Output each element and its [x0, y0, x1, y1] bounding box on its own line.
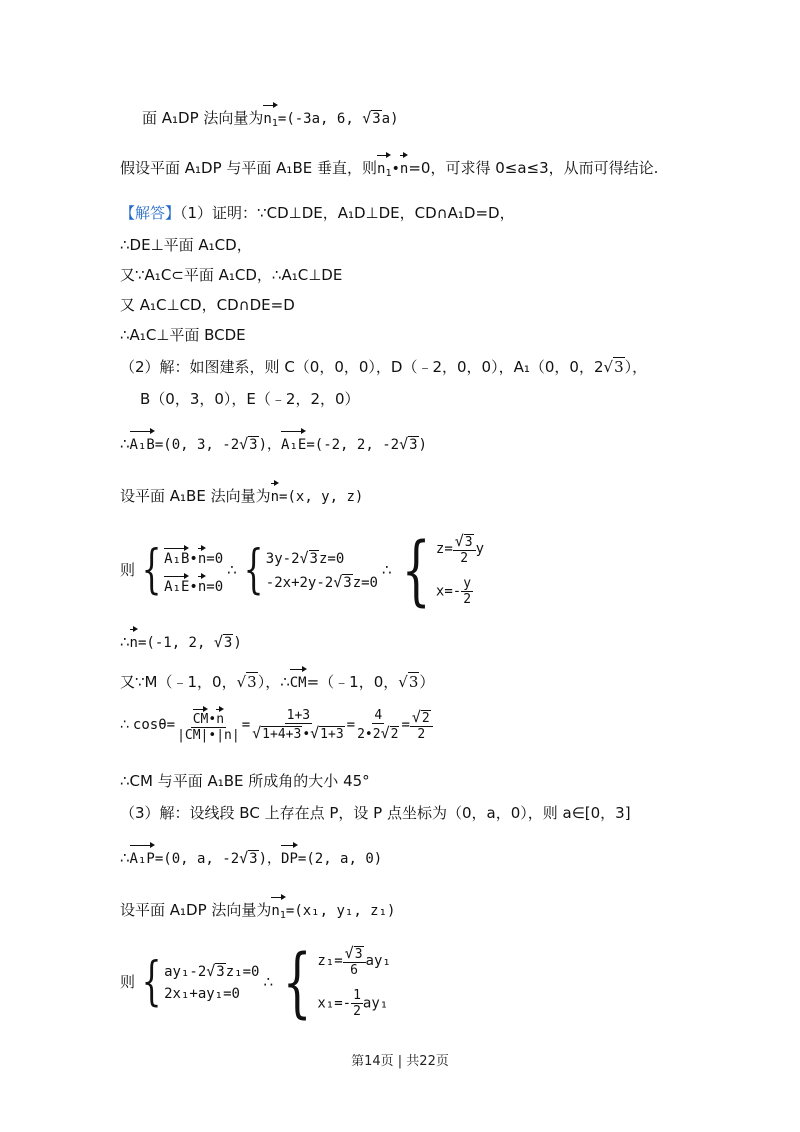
vector-n	[216, 706, 224, 727]
vector-a1b	[130, 428, 155, 456]
text-segment: =(0, a, -2	[154, 851, 240, 867]
fraction	[453, 532, 476, 566]
vector-n1	[377, 152, 391, 185]
text-segment: )	[418, 437, 427, 453]
sqrt: √3	[362, 109, 381, 127]
sqrt-arg: 3	[249, 851, 258, 867]
text-segment: =（﹣1，0，	[306, 673, 399, 691]
text-line-7: ∴A₁C⊥平面 BCDE	[120, 326, 246, 344]
text-segment: z=0	[352, 574, 378, 591]
equation-system-2	[120, 936, 391, 1026]
text-line-13	[120, 666, 434, 694]
text-line-12	[120, 626, 242, 654]
vector-label: A₁P	[129, 851, 155, 867]
vector-n	[130, 626, 138, 654]
vector-label: DP	[281, 851, 298, 867]
vector-label: CM	[289, 675, 307, 691]
vector-a1e	[164, 573, 189, 595]
vector-n1	[263, 102, 277, 135]
vector-label: A₁B	[129, 437, 155, 453]
left-brace: {	[401, 524, 431, 614]
sqrt: √3	[344, 944, 363, 962]
denominator: |CM|•|n|	[177, 728, 240, 743]
sqrt-arg: 3	[464, 535, 473, 550]
system-row	[164, 545, 223, 567]
text-segment: 设平面 A₁BE 法向量为	[120, 487, 271, 505]
sqrt-arg: 3	[247, 673, 257, 691]
sqrt-arg: 3	[354, 947, 363, 962]
sqrt-arg: 2	[421, 710, 430, 726]
vector-label: n	[129, 635, 138, 651]
vector-n1	[271, 894, 285, 927]
fraction	[410, 708, 433, 742]
text-line-4: ∴DE⊥平面 A₁CD，	[120, 236, 252, 254]
numerator: 4	[374, 707, 383, 723]
text-line-2	[120, 152, 658, 185]
text-segment: （2）解：如图建系，则 C（0，0，0），D（﹣2，0，0），A₁（0，0，2	[120, 358, 604, 376]
denominator	[250, 724, 347, 742]
text-segment: )	[233, 635, 242, 651]
sqrt-arg: 1+4+3	[262, 726, 302, 742]
text-segment: ay₁	[362, 995, 389, 1012]
sqrt: √2	[380, 723, 399, 742]
sqrt: √3	[206, 961, 225, 980]
cosine-equation	[120, 706, 433, 743]
text-segment: 设平面 A₁DP 法向量为	[120, 901, 272, 919]
text-segment: 假设平面 A₁DP 与平面 A₁BE 垂直，则	[120, 159, 377, 177]
denominator: 2	[353, 1004, 361, 1019]
sqrt-arg: 3	[309, 550, 318, 567]
text-segment: =0	[206, 578, 224, 595]
vector-label: n	[399, 161, 409, 177]
denominator: 2	[417, 726, 426, 742]
therefore-symbol: ∴	[120, 716, 129, 733]
sqrt-arg: 3	[372, 111, 381, 127]
text-segment: )，	[258, 851, 282, 867]
sqrt: √3	[299, 548, 318, 567]
text-segment: cosθ=	[132, 716, 176, 733]
vector-label: CM	[192, 712, 209, 727]
dot-operator: •	[391, 161, 400, 177]
numerator: 1	[353, 988, 361, 1003]
denominator: 2	[463, 592, 472, 607]
vector-label: n	[377, 161, 386, 177]
vector-n	[198, 545, 206, 567]
text-segment: x=-	[435, 583, 462, 600]
vector-label: A₁B	[164, 550, 190, 567]
vector-cm	[290, 666, 307, 694]
vector-label: n	[271, 903, 280, 919]
dot-operator: •	[189, 550, 198, 567]
equation-system-1	[120, 524, 485, 614]
sqrt: √3	[236, 673, 257, 691]
text-segment: -2x+2y-2	[265, 574, 334, 591]
sqrt-arg: 3	[249, 437, 258, 453]
text-segment: ），	[624, 358, 648, 376]
subscript: 1	[271, 118, 278, 129]
sqrt: √3	[398, 673, 419, 691]
system-rows	[266, 549, 378, 591]
system-row	[436, 576, 484, 607]
left-brace: {	[282, 936, 312, 1026]
sqrt: √3	[239, 849, 258, 867]
solution-tag: 【解答】	[120, 204, 181, 222]
therefore-symbol: ∴	[227, 560, 237, 579]
equals-sign: =	[241, 716, 251, 733]
dot-operator: •	[189, 578, 198, 595]
sqrt-arg: 3	[343, 574, 352, 591]
vector-label: n	[263, 111, 272, 127]
text-segment: y	[475, 541, 485, 557]
denominator: 6	[350, 963, 358, 978]
sqrt: √3	[239, 435, 258, 453]
text-segment: （1）证明：∵CD⊥DE，A₁D⊥DE，CD∩A₁D=D，	[180, 204, 515, 222]
therefore-symbol: ∴	[120, 633, 130, 651]
system-row	[164, 573, 223, 595]
system-row	[317, 944, 390, 978]
vector-dp	[281, 842, 298, 870]
text-line-5: 又∵A₁C⊂平面 A₁CD，∴A₁C⊥DE	[120, 266, 343, 284]
sqrt: √3	[603, 358, 624, 376]
text-segment: =(x₁, y₁, z₁)	[285, 903, 396, 919]
system-row	[164, 962, 259, 980]
text-line-14: ∴CM 与平面 A₁BE 所成角的大小 45°	[120, 772, 370, 790]
text-segment: =(2, a, 0)	[297, 851, 383, 867]
vector-label: n	[197, 578, 207, 595]
sqrt: √3	[399, 435, 418, 453]
text-segment: =(x, y, z)	[279, 489, 364, 505]
text-line-1	[142, 102, 399, 135]
equals-sign: =	[401, 716, 410, 733]
system-rows	[317, 944, 390, 1019]
numerator	[453, 532, 476, 551]
system-row	[436, 532, 484, 566]
left-brace: {	[243, 539, 264, 600]
sqrt: √3	[333, 572, 352, 591]
system-row	[266, 573, 378, 591]
text-line-6: 又 A₁C⊥CD，CD∩DE=D	[120, 296, 295, 314]
therefore-symbol: ∴	[120, 849, 130, 867]
vector-n	[400, 152, 408, 180]
text-segment: 则	[120, 973, 136, 991]
system-row	[266, 549, 378, 567]
left-brace: {	[141, 539, 162, 600]
text-segment: ay₁	[365, 953, 391, 969]
vector-n	[271, 480, 279, 508]
vector-cm	[193, 706, 209, 727]
text-segment: ay₁-2	[164, 963, 207, 980]
vector-label: A₁E	[281, 437, 307, 453]
vector-label: A₁E	[164, 578, 190, 595]
text-line-16	[120, 842, 382, 870]
sqrt: √1+4+3	[252, 723, 302, 742]
sqrt: √1+3	[310, 723, 344, 742]
text-segment: =0，可求得 0≤a≤3，从而可得结论.	[408, 159, 659, 177]
fraction	[343, 944, 366, 978]
system-row: 2x₁+ay₁=0	[164, 985, 240, 1002]
sqrt: √3	[213, 633, 233, 651]
text-segment: z₁=	[317, 953, 343, 969]
system-rows	[164, 545, 223, 595]
subscript: 1	[385, 168, 392, 179]
sqrt-arg: 3	[614, 358, 624, 376]
text-line-17	[120, 894, 395, 927]
text-segment: 面 A₁DP 法向量为	[142, 109, 264, 127]
numerator: y	[463, 576, 472, 591]
text-line-11	[120, 480, 363, 508]
text-segment: z=	[435, 541, 453, 557]
fraction	[250, 708, 347, 742]
text-segment: 2•2	[357, 726, 381, 742]
sqrt-arg: 3	[409, 437, 418, 453]
text-line-9: B（0，3，0），E（﹣2，2，0）	[140, 390, 360, 408]
sqrt-arg: 3	[216, 963, 225, 980]
subscript: 1	[279, 910, 286, 921]
text-line-15: （3）解：设线段 BC 上存在点 P，设 P 点坐标为（0，a，0），则 a∈[0，3]	[120, 804, 631, 822]
numerator: 1+3	[286, 707, 311, 723]
text-segment: =(-3a, 6,	[277, 111, 363, 127]
sqrt-arg: 2	[390, 726, 399, 742]
dot-operator: •	[302, 726, 311, 742]
system-row	[317, 988, 390, 1019]
sqrt: √2	[411, 707, 430, 726]
vector-label: n	[197, 550, 207, 567]
text-segment: z=0	[318, 550, 345, 567]
sqrt-arg: 3	[408, 673, 419, 691]
equals-sign: =	[346, 716, 356, 733]
vector-a1p	[130, 842, 155, 870]
text-segment: )，	[258, 437, 282, 453]
dot-operator: •	[208, 712, 217, 727]
fraction	[175, 706, 242, 743]
vector-label: n	[270, 489, 280, 505]
text-segment: =(-2, 2, -2	[306, 437, 400, 453]
therefore-symbol: ∴	[381, 560, 392, 579]
text-segment: ），∴	[257, 673, 290, 691]
numerator	[343, 944, 366, 963]
text-segment: z₁=0	[225, 963, 260, 980]
text-segment: =0	[206, 550, 224, 567]
sqrt-arg: 1+3	[320, 726, 344, 742]
text-line-3	[120, 202, 515, 224]
text-line-8	[120, 356, 647, 378]
page-footer: 第14页 | 共22页	[351, 1054, 449, 1069]
text-line-10	[120, 428, 427, 456]
therefore-symbol: ∴	[263, 972, 273, 991]
text-segment: 则	[120, 561, 136, 579]
text-segment: 又∵M（﹣1，0，	[120, 673, 237, 691]
left-brace: {	[141, 951, 162, 1012]
text-segment: x₁=-	[317, 995, 352, 1012]
sqrt: √3	[454, 532, 473, 550]
text-segment: a)	[381, 111, 399, 127]
vector-label: n	[216, 712, 225, 727]
system-rows	[164, 962, 259, 1002]
text-segment: ）	[419, 673, 435, 691]
sqrt-arg: 3	[223, 635, 233, 651]
numerator	[191, 706, 226, 728]
text-segment: =(-1, 2,	[137, 635, 214, 651]
fraction	[355, 708, 401, 742]
fraction	[351, 988, 363, 1019]
numerator	[410, 708, 433, 727]
text-segment: =(0, 3, -2	[154, 437, 240, 453]
denominator	[355, 724, 401, 742]
vector-a1e	[281, 428, 306, 456]
vector-a1b	[164, 545, 189, 567]
fraction	[461, 576, 473, 607]
therefore-symbol: ∴	[120, 435, 130, 453]
denominator: 2	[460, 551, 469, 566]
text-segment: 3y-2	[265, 550, 300, 567]
vector-n	[198, 573, 206, 595]
system-rows	[436, 532, 484, 607]
